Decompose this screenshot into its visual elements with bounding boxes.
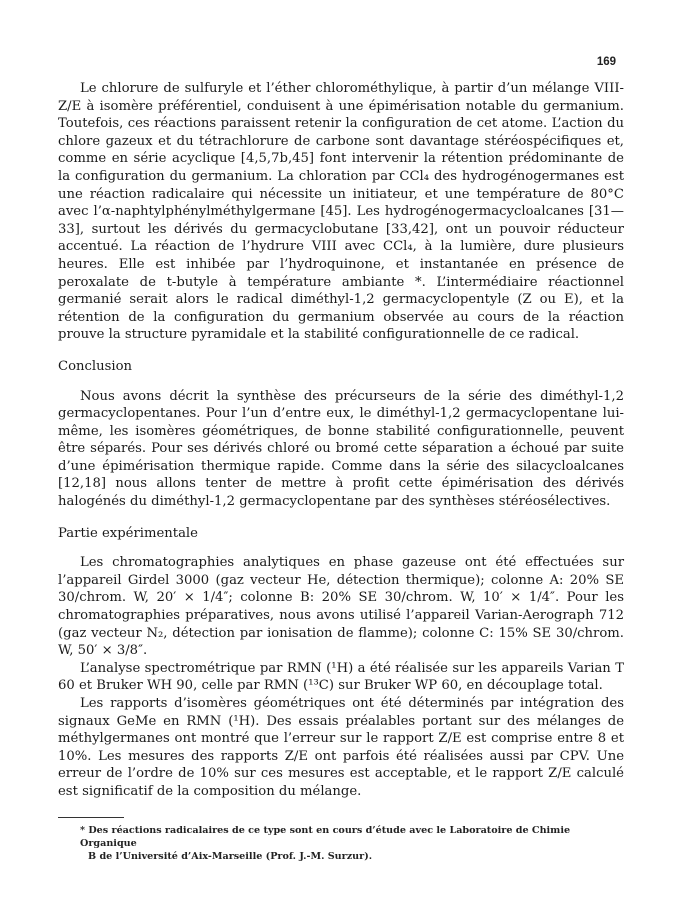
footnote-line-2: B de l’Université d’Aix-Marseille (Prof. J.-M. Surzur). xyxy=(88,850,373,862)
footnote xyxy=(80,824,624,863)
intro-paragraph: Le chlorure de sulfuryle et l’éther chlorométhylique, à partir d’un mélange VIII-Z/E à isomère préférentiel, conduisent à une épimérisation notable du germanium. Toutefois, ces réactions paraissent retenir la configuration de cet atome. L’action du chlore gazeux et du tétrachlorure de carbone sont davantage stéréospécifiques et, comme en série acyclique [4,5,7b,45] font intervenir la rétention prédominante de la configuration du germanium. La chloration par CCl₄ des hydrogénogermanes est une réaction radicalaire qui nécessite un initiateur, et une température de 80°C avec l’α-naphtylphénylméthylgermane [45]. Les hydrogénogermacycloalcanes [31—33], surtout les dérivés du germacyclobutane [33,42], ont un pouvoir réducteur accentué. La réaction de l’hydrure VIII avec CCl₄, à la lumière, dure plusieurs heures. Elle est inhibée par l’hydroquinone, et instantanée en présence de peroxalate de t-butyle à température ambiante *. L’intermédiaire réactionnel germanié serait alors le radical diméthyl-1,2 germacyclopentyle (Z ou E), et la rétention de la configuration du germanium observée au cours de la réaction prouve la structure pyramidale et la stabilité configurationnelle de ce radical. xyxy=(58,81,624,343)
experimental-paragraph-1: Les chromatographies analytiques en phase gazeuse ont été effectuées sur l’appareil Girdel 3000 (gaz vecteur He, détection thermique); colonne A: 20% SE 30/chrom. W, 20′ × 1/4″; colonne B: 20% SE 30/chrom. W, 10′ × 1/4″. Pour les chromatographies préparatives, nous avons utilisé l’appareil Varian-Aerograph 712 (gaz vecteur N₂, détection par ionisation de flamme); colonne C: 15% SE 30/chrom. W, 50′ × 3/8″. xyxy=(58,555,624,659)
footnote-divider xyxy=(58,817,124,818)
conclusion-paragraph: Nous avons décrit la synthèse des précurseurs de la série des diméthyl-1,2 germacyclopentanes. Pour l’un d’entre eux, le diméthyl-1,2 germacyclopentane lui-même, les isomères géométriques, de bonne stabilité configurationnelle, peuvent être séparés. Pour ses dérivés chloré ou bromé cette séparation a échoué par suite d’une épimérisation thermique rapide. Comme dans la série des silacycloalcanes [12,18] nous allons tenter de mettre à profit cette épimérisation des dérivés halogénés du diméthyl-1,2 germacyclopentane par des synthèses stéréosélectives. xyxy=(58,388,624,510)
conclusion-heading: Conclusion xyxy=(58,358,133,374)
experimental-paragraph-3: Les rapports d’isomères géométriques ont été déterminés par intégration des signaux GeMe en RMN (¹H). Des essais préalables portant sur des mélanges de méthylgermanes ont montré que l’erreur sur le rapport Z/E est comprise entre 8 et 10%. Les mesures des rapports Z/E ont parfois été réalisées aussi par CPV. Une erreur de l’ordre de 10% sur ces mesures est acceptable, et le rapport Z/E calculé est significatif de la composition du mélange. xyxy=(58,696,624,799)
page-number: 169 xyxy=(596,56,616,68)
experimental-heading: Partie expérimentale xyxy=(58,525,198,541)
experimental-paragraph-2: L’analyse spectrométrique par RMN (¹H) a été réalisée sur les appareils Varian T 60 et Bruker WH 90, celle par RMN (¹³C) sur Bruker WP 60, en découplage total. xyxy=(58,660,624,694)
body-text xyxy=(58,80,624,863)
footnote-line-1: * Des réactions radicalaires de ce type sont en cours d’étude avec le Laboratoire de Chimie Organique xyxy=(80,824,571,849)
